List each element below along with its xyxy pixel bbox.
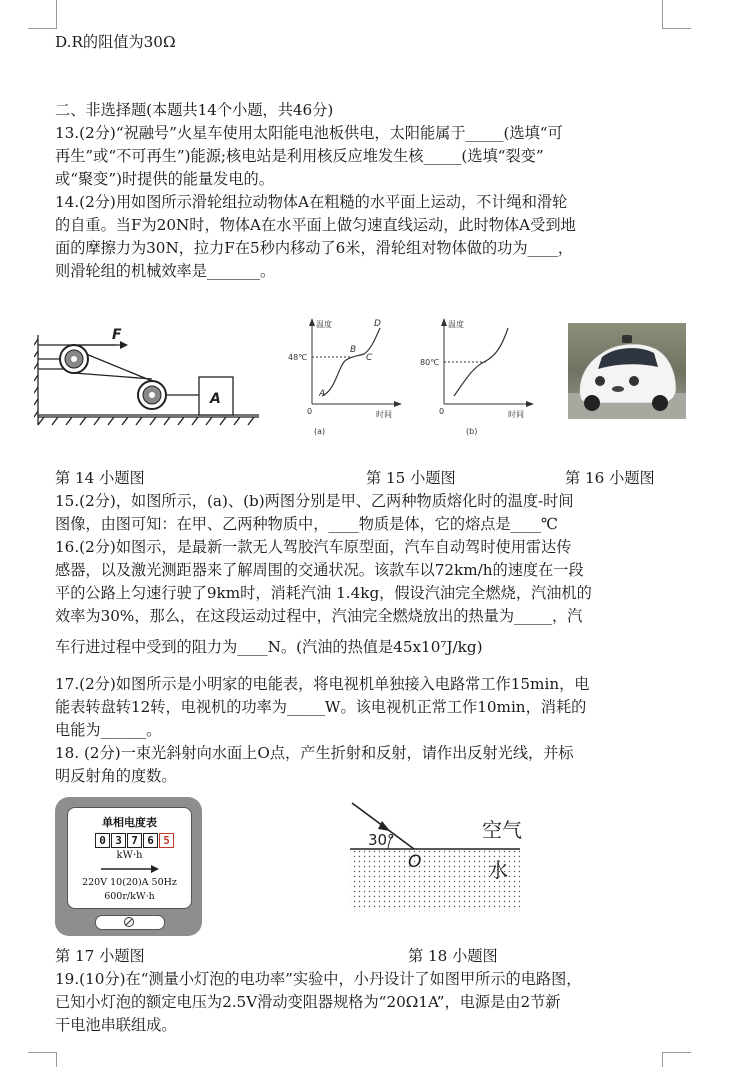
q17-line-3: 电能为______。 — [55, 721, 162, 739]
q16-line-5: 车行进过程中受到的阻力为____N。(汽油的热值是45x10⁷J/kg) — [55, 638, 483, 656]
fig16-caption: 第 16 小题图 — [565, 469, 655, 487]
meter-digit: 6 — [143, 833, 158, 848]
q13-line-1: 13.(2分)“祝融号”火星车使用太阳能电池板供电，太阳能属于_____(选填“可 — [55, 124, 563, 142]
q14-line-3: 面的摩擦力为30N，拉力F在5秒内移动了6米，滑轮组对物体做的功为____， — [55, 239, 574, 257]
meter-digit: 0 — [95, 833, 110, 848]
q18-line-2: 明反射角的度数。 — [55, 767, 177, 785]
fig18-caption: 第 18 小题图 — [408, 947, 498, 965]
text-line-option-d: D.R的阻值为30Ω — [55, 33, 176, 51]
meter-digit-decimal: 5 — [159, 833, 174, 848]
q16-line-1: 16.(2分)如图示，是最新一款无人驾胶汽车原型面，汽车自动驾时使用雷达传 — [55, 538, 572, 556]
meter-title: 单相电度表 — [102, 816, 157, 829]
graph-a-caption: (a) — [314, 427, 326, 436]
incidence-point-label: O — [408, 852, 422, 872]
point-a-label: A — [319, 389, 326, 399]
water-label: 水 — [488, 858, 508, 882]
q14-line-1: 14.(2分)用如图所示滑轮组拉动物体A在粗糙的水平面上运动，不计绳和滑轮 — [55, 193, 568, 211]
q16-line-2: 感器，以及激光测距器来了解周围的交通状况。该款车以72km/h的速度在一段 — [55, 561, 584, 579]
q17-line-1: 17.(2分)如图所示是小明家的电能表，将电视机单独接入电路常工作15min，电 — [55, 675, 590, 693]
light-refraction-figure — [348, 795, 528, 913]
q14-line-4: 则滑轮组的机械效率是_______。 — [55, 262, 276, 280]
melting-graph-a — [288, 316, 408, 440]
meter-constant: 600r/kW·h — [104, 891, 155, 902]
y-axis-label-b: 温度 — [448, 320, 464, 329]
origin-label-a: 0 — [307, 407, 313, 416]
point-b-label: B — [350, 345, 357, 355]
graph-b-caption: (b) — [466, 427, 478, 436]
q19-line-1: 19.(10分)在“测量小灯泡的电功率”实验中，小丹设计了如图甲所示的电路图， — [55, 970, 582, 988]
q16-line-4: 效率为30%，那么，在这段运动过程中，汽油完全燃烧放出的热量为_____，汽 — [55, 607, 583, 625]
q19-line-2: 已知小灯泡的额定电压为2.5V滑动变阻器规格为“20Ω1A”，电源是由2节新 — [55, 993, 561, 1011]
crop-mark-bottom-right — [662, 1052, 691, 1067]
q18-line-1: 18. (2分)一束光斜射向水面上O点，产生折射和反射，请作出反射光线，并标 — [55, 744, 574, 762]
q16-line-3: 平的公路上匀速行驶了9km时，消耗汽油 1.4kg，假设汽油完全燃烧，汽油机的 — [55, 584, 592, 602]
meter-digit-row — [95, 833, 174, 848]
x-axis-label-b: 时间 — [508, 410, 524, 419]
driverless-car-photo — [568, 323, 686, 419]
q14-line-2: 的自重。当F为20N时，物体A在水平面上做匀速直线运动，此时物体A受到地 — [55, 216, 576, 234]
meter-dial-symbol — [123, 916, 135, 928]
point-c-label: C — [366, 353, 373, 363]
crop-mark-top-right — [662, 0, 691, 29]
point-d-label: D — [374, 319, 381, 329]
block-label: A — [210, 391, 221, 407]
q13-line-3: 或“聚变”)时提供的能量发电的。 — [55, 170, 274, 188]
fig17-caption: 第 17 小题图 — [55, 947, 145, 965]
electric-meter — [55, 797, 202, 936]
pulley-figure — [34, 325, 264, 433]
melting-graph-b — [420, 316, 540, 440]
q13-line-2: 再生”或“不可再生”)能源;核电站是利用核反应堆发生核_____(选填“裂变” — [55, 147, 544, 165]
q17-line-2: 能表转盘转12转，电视机的功率为_____W。该电视机正常工作10min，消耗的 — [55, 698, 587, 716]
force-label: F — [112, 327, 122, 343]
q15-line-1: 15.(2分)，如图所示，(a)、(b)两图分别是甲、乙两种物质熔化时的温度-时间 — [55, 492, 574, 510]
fig15-caption: 第 15 小题图 — [366, 469, 456, 487]
meter-digit: 7 — [127, 833, 142, 848]
x-axis-label-a: 时间 — [376, 410, 392, 419]
meter-arrow — [99, 864, 161, 874]
fig14-caption: 第 14 小题图 — [55, 469, 145, 487]
crop-mark-bottom-left — [28, 1052, 57, 1067]
meter-rating: 220V 10(20)A 50Hz — [82, 877, 177, 888]
crop-mark-top-left — [28, 0, 57, 29]
temp-label-b: 80℃ — [420, 358, 440, 367]
meter-unit: kW·h — [116, 850, 143, 861]
incident-angle-label: 30° — [368, 831, 395, 849]
origin-label-b: 0 — [439, 407, 445, 416]
y-axis-label-a: 温度 — [316, 320, 332, 329]
meter-digit: 3 — [111, 833, 126, 848]
q15-line-2: 图像，由图可知：在甲、乙两种物质中，____物质是体，它的熔点是____℃ — [55, 515, 558, 533]
section-heading: 二、非选择题(本题共14个小题，共46分) — [55, 101, 334, 119]
q19-line-3: 干电池串联组成。 — [55, 1016, 177, 1034]
air-label: 空气 — [482, 818, 522, 842]
melting-temp-label: 48℃ — [288, 353, 308, 362]
